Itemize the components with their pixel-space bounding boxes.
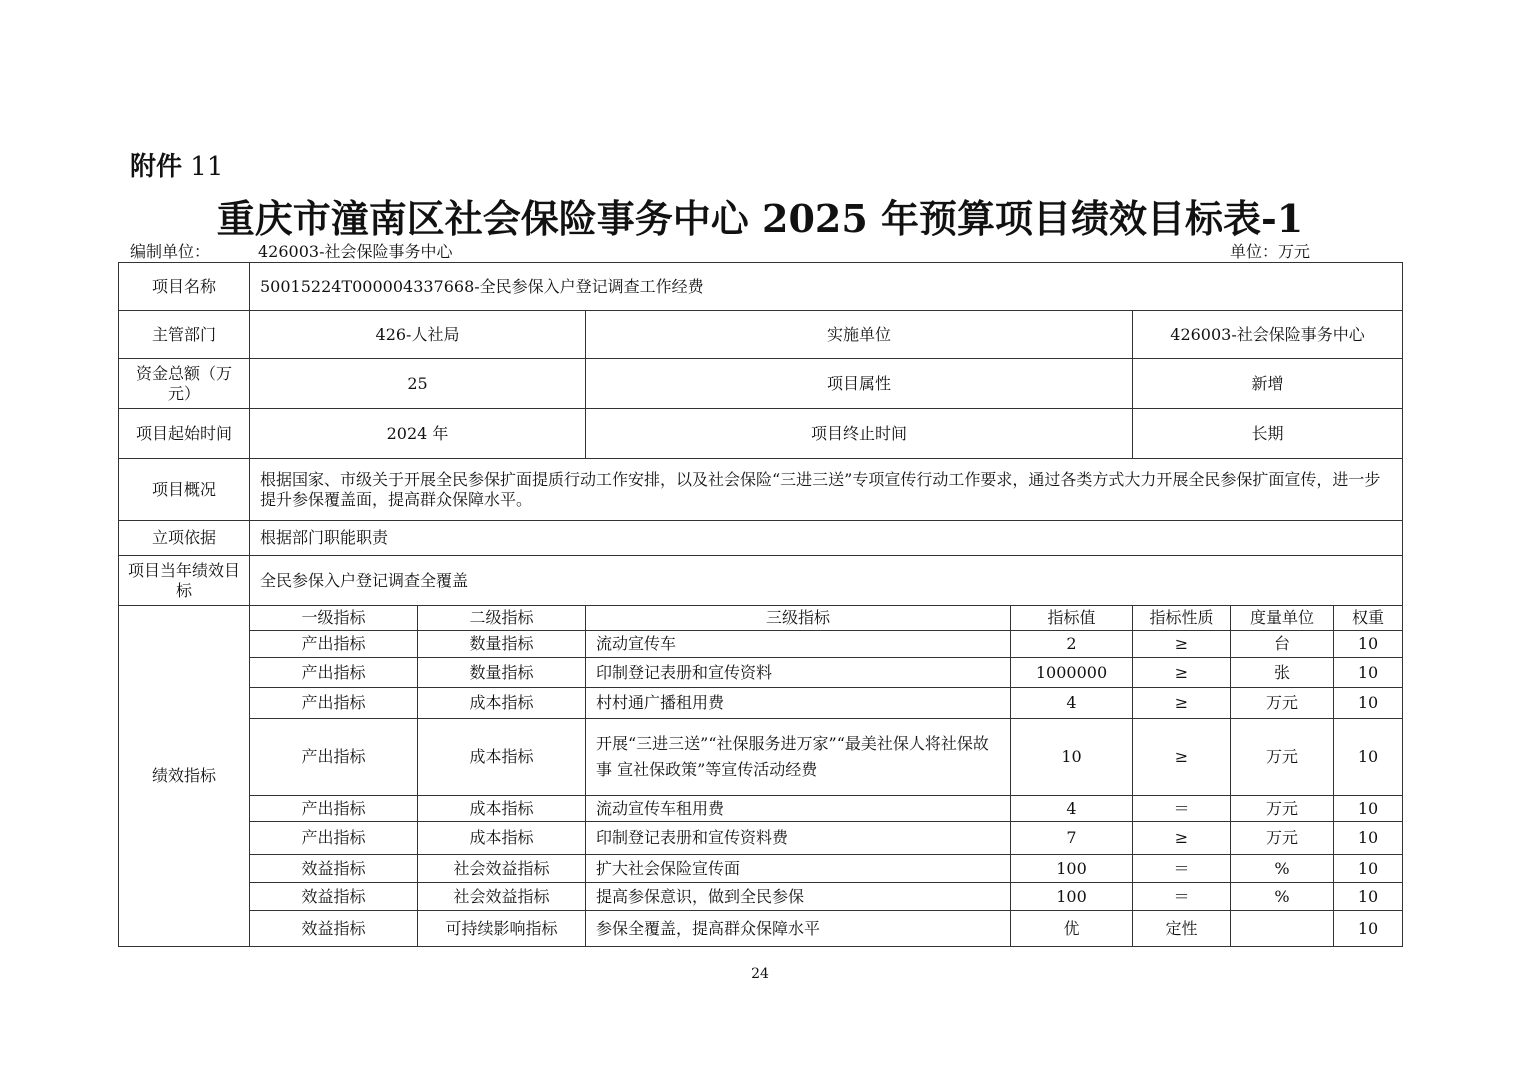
perf-label: 绩效指标 [119, 606, 250, 947]
project-name: 50015224T000004337668-全民参保入户登记调查工作经费 [250, 263, 1403, 311]
cell-unit: % [1231, 855, 1334, 883]
page-number: 24 [751, 966, 769, 982]
attachment-label [130, 146, 223, 183]
cell-l1: 产出指标 [250, 688, 418, 719]
basis-label: 立项依据 [119, 521, 250, 556]
cell-weight: 10 [1334, 631, 1403, 658]
indicator-row [119, 631, 1403, 658]
cell-unit: 万元 [1231, 822, 1334, 855]
indicator-row [119, 796, 1403, 822]
cell-value: 优 [1011, 911, 1133, 947]
overview-text: 根据国家、市级关于开展全民参保扩面提质行动工作安排，以及社会保险“三进三送”专项宣传行动工作要求，通过各类方式大力开展全民参保扩面宣传，进一步提升参保覆盖面，提高群众保障水平。 [250, 459, 1403, 521]
row-basis [119, 521, 1403, 556]
cell-value: 2 [1011, 631, 1133, 658]
cell-weight: 10 [1334, 719, 1403, 796]
cell-value: 7 [1011, 822, 1133, 855]
col-header-l2: 二级指标 [418, 606, 586, 631]
col-header-l1: 一级指标 [250, 606, 418, 631]
project-name-label: 项目名称 [119, 263, 250, 311]
fund-value: 25 [250, 359, 586, 409]
cell-l1: 产出指标 [250, 658, 418, 688]
attachment-word: 附件 [130, 152, 183, 182]
indicator-row [119, 911, 1403, 947]
end-label: 项目终止时间 [586, 409, 1133, 459]
cell-weight: 10 [1334, 796, 1403, 822]
indicator-header-row [119, 606, 1403, 631]
cell-l3: 流动宣传车租用费 [586, 796, 1011, 822]
cell-weight: 10 [1334, 822, 1403, 855]
cell-value: 1000000 [1011, 658, 1133, 688]
col-header-weight: 权重 [1334, 606, 1403, 631]
cell-l2: 成本指标 [418, 822, 586, 855]
cell-l1: 效益指标 [250, 855, 418, 883]
cell-l2: 社会效益指标 [418, 855, 586, 883]
cell-nature: ＝ [1133, 883, 1231, 911]
cell-l3: 扩大社会保险宣传面 [586, 855, 1011, 883]
impl-label: 实施单位 [586, 311, 1133, 359]
org-value: 426003-社会保险事务中心 [258, 242, 453, 261]
cell-l1: 产出指标 [250, 796, 418, 822]
cell-l3: 村村通广播租用费 [586, 688, 1011, 719]
cell-unit: 张 [1231, 658, 1334, 688]
cell-l3: 流动宣传车 [586, 631, 1011, 658]
page-title: 重庆市潼南区社会保险事务中心 2025 年预算项目绩效目标表-1 [216, 196, 1304, 241]
cell-unit: % [1231, 883, 1334, 911]
cell-l3: 开展“三进三送”“社保服务进万家”“最美社保人将社保故事 宣社保政策”等宣传活动经费 [586, 719, 1011, 796]
cell-l2: 数量指标 [418, 631, 586, 658]
dept-value: 426-人社局 [250, 311, 586, 359]
attachment-number: 11 [190, 152, 224, 182]
col-header-value: 指标值 [1011, 606, 1133, 631]
cell-value: 10 [1011, 719, 1133, 796]
impl-value: 426003-社会保险事务中心 [1133, 311, 1403, 359]
attr-label: 项目属性 [586, 359, 1133, 409]
indicator-row [119, 883, 1403, 911]
row-dept [119, 311, 1403, 359]
cell-nature: ≥ [1133, 631, 1231, 658]
dept-label: 主管部门 [119, 311, 250, 359]
cell-l3: 印制登记表册和宣传资料费 [586, 822, 1011, 855]
cell-nature: ≥ [1133, 658, 1231, 688]
cell-l3: 印制登记表册和宣传资料 [586, 658, 1011, 688]
cell-l3: 提高参保意识，做到全民参保 [586, 883, 1011, 911]
cell-l1: 效益指标 [250, 911, 418, 947]
cell-weight: 10 [1334, 658, 1403, 688]
start-label: 项目起始时间 [119, 409, 250, 459]
cell-unit [1231, 911, 1334, 947]
cell-unit: 万元 [1231, 796, 1334, 822]
cell-nature: ＝ [1133, 796, 1231, 822]
row-fund [119, 359, 1403, 409]
fund-label: 资金总额（万元） [119, 359, 250, 409]
cell-l2: 数量指标 [418, 658, 586, 688]
cell-nature: ≥ [1133, 688, 1231, 719]
cell-value: 100 [1011, 883, 1133, 911]
cell-nature: ≥ [1133, 822, 1231, 855]
cell-l1: 产出指标 [250, 631, 418, 658]
row-project-name [119, 263, 1403, 311]
cell-l3: 参保全覆盖，提高群众保障水平 [586, 911, 1011, 947]
indicator-row [119, 855, 1403, 883]
col-header-l3: 三级指标 [586, 606, 1011, 631]
indicator-row [119, 688, 1403, 719]
end-value: 长期 [1133, 409, 1403, 459]
cell-l2: 成本指标 [418, 688, 586, 719]
row-overview [119, 459, 1403, 521]
cell-value: 4 [1011, 688, 1133, 719]
cell-nature: 定性 [1133, 911, 1231, 947]
cell-l1: 效益指标 [250, 883, 418, 911]
cell-weight: 10 [1334, 855, 1403, 883]
performance-table [118, 262, 1403, 947]
cell-l1: 产出指标 [250, 719, 418, 796]
cell-weight: 10 [1334, 688, 1403, 719]
col-header-nature: 指标性质 [1133, 606, 1231, 631]
cell-unit: 台 [1231, 631, 1334, 658]
overview-label: 项目概况 [119, 459, 250, 521]
cell-weight: 10 [1334, 883, 1403, 911]
cell-nature: ≥ [1133, 719, 1231, 796]
attr-value: 新增 [1133, 359, 1403, 409]
row-period [119, 409, 1403, 459]
cell-value: 4 [1011, 796, 1133, 822]
basis-text: 根据部门职能职责 [250, 521, 1403, 556]
indicator-row [119, 822, 1403, 855]
cell-l2: 成本指标 [418, 796, 586, 822]
cell-l2: 成本指标 [418, 719, 586, 796]
cell-unit: 万元 [1231, 688, 1334, 719]
cell-unit: 万元 [1231, 719, 1334, 796]
row-goal [119, 556, 1403, 606]
cell-l1: 产出指标 [250, 822, 418, 855]
goal-text: 全民参保入户登记调查全覆盖 [250, 556, 1403, 606]
unit-label: 单位：万元 [1230, 242, 1311, 261]
cell-l2: 社会效益指标 [418, 883, 586, 911]
indicator-row [119, 658, 1403, 688]
start-value: 2024 年 [250, 409, 586, 459]
cell-weight: 10 [1334, 911, 1403, 947]
cell-value: 100 [1011, 855, 1133, 883]
indicator-row [119, 719, 1403, 796]
goal-label: 项目当年绩效目标 [119, 556, 250, 606]
cell-l2: 可持续影响指标 [418, 911, 586, 947]
col-header-unit: 度量单位 [1231, 606, 1334, 631]
cell-nature: ＝ [1133, 855, 1231, 883]
org-label: 编制单位： [130, 242, 211, 261]
